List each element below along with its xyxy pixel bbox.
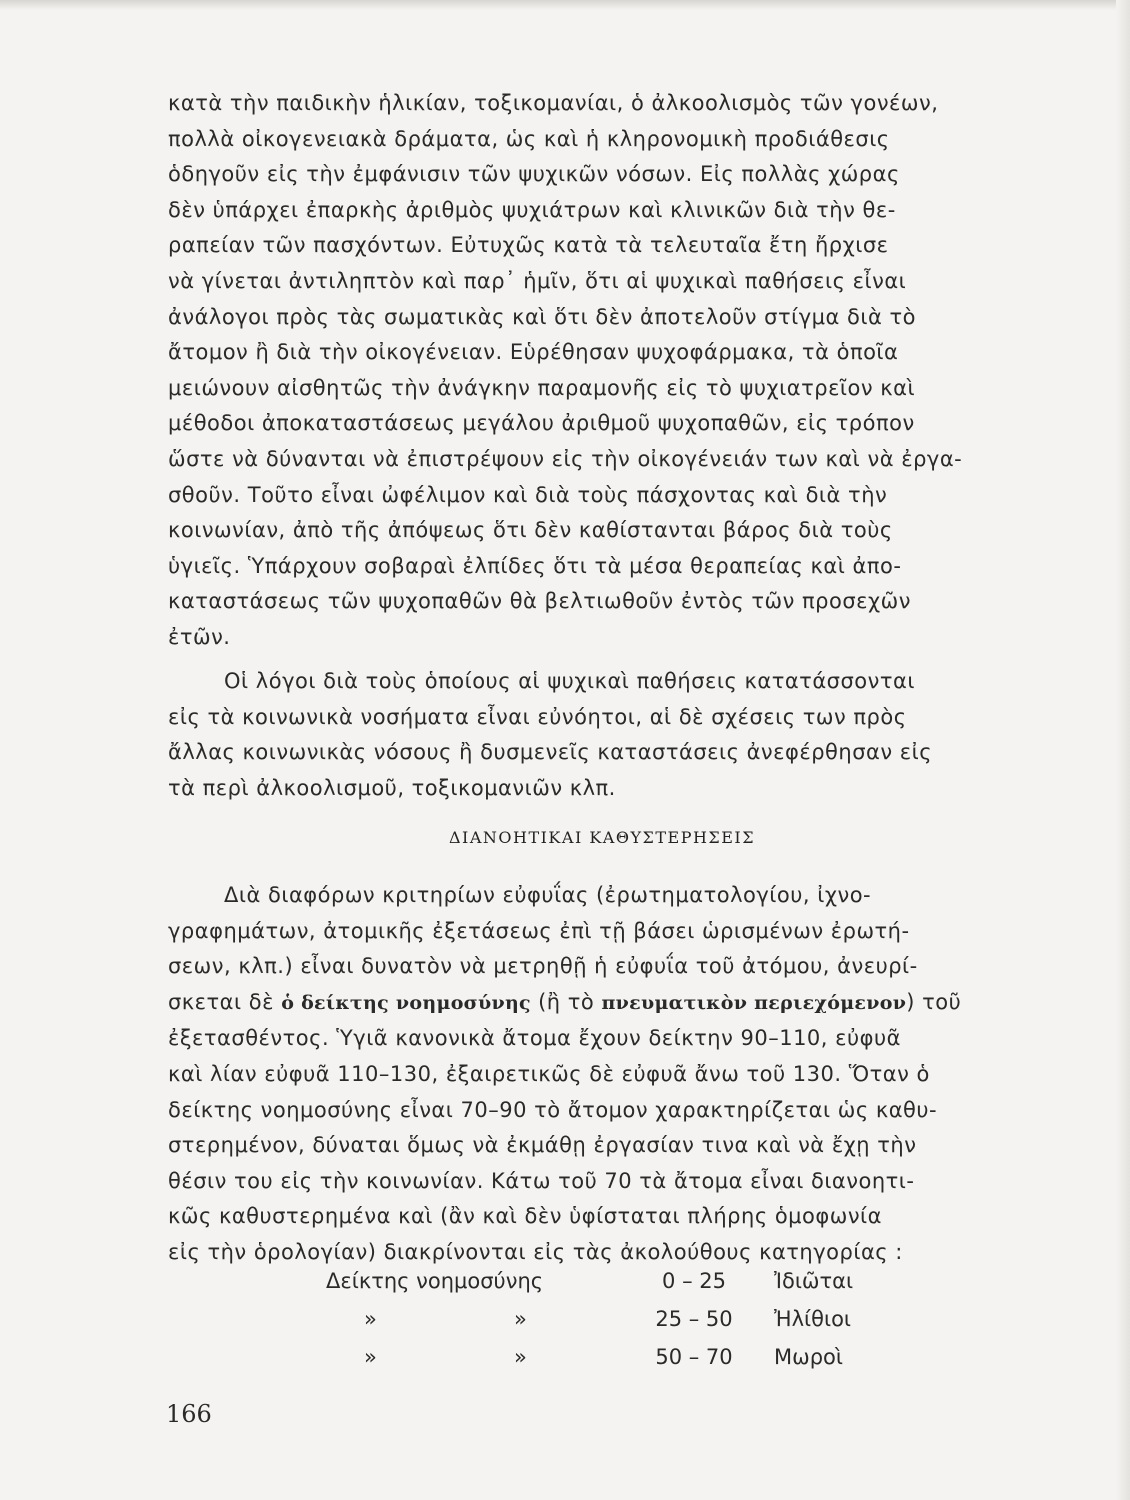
text-line: στερημένον, δύναται ὅμως νὰ ἐκμάθῃ ἐργασίαν τινα καὶ νὰ ἔχῃ τὴν	[168, 1133, 917, 1158]
text-line: ἐτῶν.	[168, 624, 231, 649]
table-cell-range: 25 – 50	[655, 1307, 733, 1331]
text-line: Οἱ λόγοι διὰ τοὺς ὁποίους αἱ ψυχικαὶ παθήσεις κατατάσσονται	[224, 669, 915, 693]
text-line: τὰ περὶ ἀλκοολισμοῦ, τοξικομανιῶν κλπ.	[168, 775, 616, 800]
ditto-mark: »	[364, 1307, 377, 1331]
text-fragment: (ἢ τὸ	[530, 989, 602, 1014]
table-cell-category: Ἰδιῶται	[774, 1269, 854, 1293]
paragraph-intelligence	[168, 878, 1036, 1271]
text-line: κατὰ τὴν παιδικὴν ἡλικίαν, τοξικομανίαι, ὁ ἀλκοολισμὸς τῶν γονέων,	[168, 91, 939, 115]
table-row	[326, 1262, 853, 1300]
paragraph-intro	[168, 86, 1036, 656]
text-line: ἄλλας κοινωνικὰς νόσους ἢ δυσμενεῖς καταστάσεις ἀνεφέρθησαν εἰς	[168, 740, 933, 765]
table-row	[326, 1338, 853, 1376]
text-line: κοινωνίαν, ἀπὸ τῆς ἀπόψεως ὅτι δὲν καθίστανται βάρος διὰ τοὺς	[168, 518, 893, 543]
text-line: ὥστε νὰ δύνανται νὰ ἐπιστρέψουν εἰς τὴν οἰκογένειάν των καὶ νὰ ἐργα-	[168, 446, 963, 471]
ditto-mark: »	[514, 1345, 527, 1369]
text-line: Διὰ διαφόρων κριτηρίων εὐφυΐας (ἐρωτηματολογίου, ἰχνο-	[224, 883, 872, 907]
table-cell-category: Ἠλίθιοι	[774, 1307, 852, 1331]
section-heading: ΔΙΑΝΟΗΤΙΚΑΙ ΚΑΘΥΣΤΕΡΗΣΕΙΣ	[448, 828, 756, 847]
text-line: νὰ γίνεται ἀντιληπτὸν καὶ παρ᾽ ἡμῖν, ὅτι αἱ ψυχικαὶ παθήσεις εἶναι	[168, 268, 907, 293]
text-line: δείκτης νοημοσύνης εἶναι 70–90 τὸ ἄτομον χαρακτηρίζεται ὡς καθυ-	[168, 1097, 938, 1122]
table-cell-range: 0 – 25	[662, 1269, 726, 1293]
text-line: μειώνουν αἰσθητῶς τὴν ἀνάγκην παραμονῆς εἰς τὸ ψυχιατρεῖον καὶ	[168, 375, 916, 400]
page-number: 166	[166, 1400, 212, 1428]
text-line: σεων, κλπ.) εἶναι δυνατὸν νὰ μετρηθῇ ἡ εὐφυΐα τοῦ ἀτόμου, ἀνευρί-	[168, 954, 918, 979]
text-line: ὁδηγοῦν εἰς τὴν ἐμφάνισιν τῶν ψυχικῶν νόσων. Εἰς πολλὰς χώρας	[168, 162, 900, 187]
ditto-mark: »	[514, 1307, 527, 1331]
term-iq: ὁ δείκτης νοημοσύνης	[281, 991, 531, 1014]
paragraph-social-diseases	[168, 664, 1036, 806]
text-line: θέσιν του εἰς τὴν κοινωνίαν. Κάτω τοῦ 70 τὰ ἄτομα εἶναι διανοητι-	[168, 1168, 915, 1193]
text-line: πολλὰ οἰκογενειακὰ δράματα, ὡς καὶ ἡ κληρονομικὴ προδιάθεσις	[168, 126, 890, 151]
table-cell-range: 50 – 70	[655, 1345, 733, 1369]
term-mental-content: πνευματικὸν περιεχόμενον	[601, 991, 907, 1014]
text-line	[168, 985, 1036, 1022]
text-line: εἰς τὴν ὁρολογίαν) διακρίνονται εἰς τὰς ἀκολούθους κατηγορίας :	[168, 1239, 903, 1264]
text-line: μέθοδοι ἀποκαταστάσεως μεγάλου ἀριθμοῦ ψυχοπαθῶν, εἰς τρόπον	[168, 411, 915, 436]
table-cell-category: Μωροὶ	[774, 1345, 843, 1369]
text-line: ἄτομον ἢ διὰ τὴν οἰκογένειαν. Εὑρέθησαν ψυχοφάρμακα, τὰ ὁποῖα	[168, 340, 899, 365]
text-line: καταστάσεως τῶν ψυχοπαθῶν θὰ βελτιωθοῦν ἐντὸς τῶν προσεχῶν	[168, 589, 911, 614]
text-line: κῶς καθυστερημένα καὶ (ἂν καὶ δὲν ὑφίσταται πλήρης ὁμοφωνία	[168, 1204, 882, 1229]
ditto-mark: »	[364, 1345, 377, 1369]
text-line: σθοῦν. Τοῦτο εἶναι ὠφέλιμον καὶ διὰ τοὺς πάσχοντας καὶ διὰ τὴν	[168, 482, 888, 507]
text-fragment: σκεται δὲ	[168, 989, 282, 1014]
table-row	[326, 1300, 853, 1338]
page-top-edge	[0, 0, 1130, 10]
text-fragment: ) τοῦ	[906, 989, 962, 1014]
table-cell-label: Δείκτης νοημοσύνης	[326, 1269, 544, 1293]
text-line: ὑγιεῖς. Ὑπάρχουν σοβαραὶ ἐλπίδες ὅτι τὰ μέσα θεραπείας καὶ ἀπο-	[168, 553, 902, 578]
iq-categories-table	[326, 1262, 853, 1376]
text-line: ἐξετασθέντος. Ὑγιᾶ κανονικὰ ἄτομα ἔχουν δείκτην 90–110, εὐφυᾶ	[168, 1026, 901, 1051]
text-line: δὲν ὑπάρχει ἐπαρκὴς ἀριθμὸς ψυχιάτρων καὶ κλινικῶν διὰ τὴν θε-	[168, 197, 896, 222]
text-line: εἰς τὰ κοινωνικὰ νοσήματα εἶναι εὐνόητοι, αἱ δὲ σχέσεις των πρὸς	[168, 704, 907, 729]
page-right-shadow	[1116, 0, 1130, 1500]
text-line: γραφημάτων, ἀτομικῆς ἐξετάσεως ἐπὶ τῇ βάσει ὡρισμένων ἐρωτή-	[168, 918, 910, 943]
text-line: καὶ λίαν εὐφυᾶ 110–130, ἐξαιρετικῶς δὲ εὐφυᾶ ἄνω τοῦ 130. Ὅταν ὁ	[168, 1061, 930, 1086]
text-line: ἀνάλογοι πρὸς τὰς σωματικὰς καὶ ὅτι δὲν ἀποτελοῦν στίγμα διὰ τὸ	[168, 304, 916, 329]
text-line: ραπείαν τῶν πασχόντων. Εὐτυχῶς κατὰ τὰ τελευταῖα ἔτη ἤρχισε	[168, 233, 889, 258]
